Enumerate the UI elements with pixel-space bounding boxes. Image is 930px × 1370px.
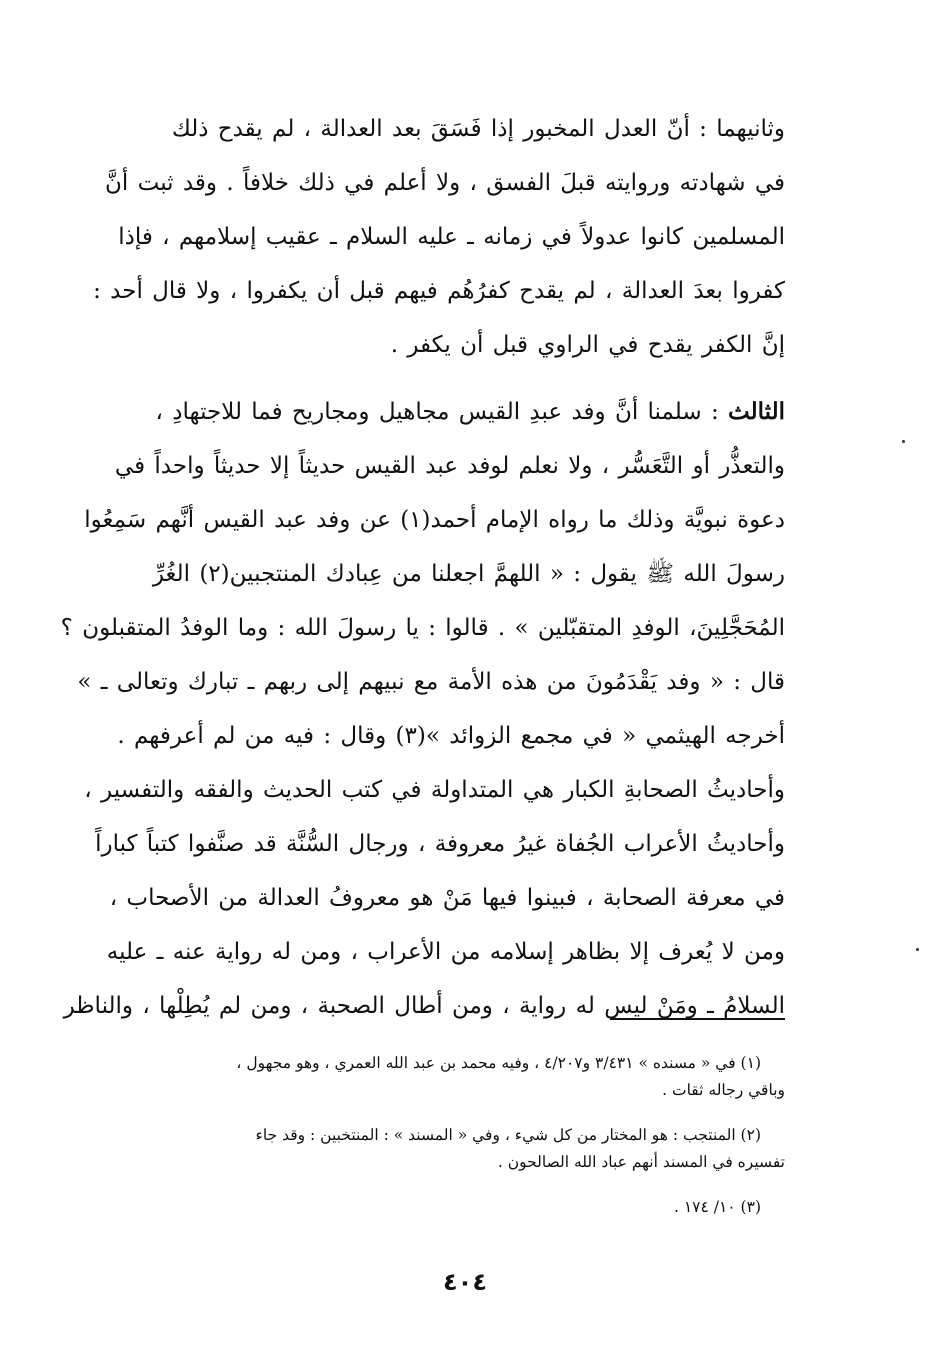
- scan-speck: [916, 948, 919, 951]
- footnote-separator: [610, 1018, 785, 1020]
- scan-speck: [902, 440, 905, 443]
- text-line: أخرجه الهيثمي « في مجمع الزوائد »(٣) وقال : فيه من لم أعرفهم .: [117, 723, 785, 749]
- footnote-line: تفسيره في المسند أنهم عباد الله الصالحون .: [497, 1153, 785, 1171]
- text-line: دعوة نبويَّة وذلك ما رواه الإمام أحمد(١) عن وفد عبد القيس أنَّهم سَمِعُوا: [84, 507, 785, 533]
- text-line: قال : « وفد يَقْدَمُونَ من هذه الأمة مع نبيهم إلى ربهم ـ تبارك وتعالى ـ »: [77, 669, 785, 695]
- section-lead-word: الثالث: [728, 398, 785, 425]
- footnote-line: وباقي رجاله ثقات .: [662, 1081, 785, 1099]
- text-line: رسولَ الله ﷺ يقول : « اللهمَّ اجعلنا من عِبادك المنتجبين(٢) الغُرِّ: [152, 561, 785, 587]
- text-line: كفروا بعدَ العدالة ، لم يقدح كفرُهُم فيهم قبل أن يكفروا ، ولا قال أحد :: [93, 278, 785, 304]
- text-line: وأحاديثُ الأعراب الجُفاة غيرُ معروفة ، ورجال السُّنَّة قد صنَّفوا كتباً كباراً: [95, 831, 785, 857]
- footnotes: [115, 1050, 785, 1239]
- text-line: إنَّ الكفر يقدح في الراوي قبل أن يكفر .: [390, 332, 785, 358]
- footnote-1: [115, 1050, 785, 1104]
- footnote-line: (١) في « مسنده » ٣/٤٣١ و٤/٢٠٧ ، وفيه محمد بن عبد الله العمري ، وهو مجهول ،: [236, 1054, 761, 1072]
- paragraph-1: [93, 102, 785, 372]
- footnote-line: (٢) المنتجب : هو المختار من كل شيء ، وفي « المسند » : المنتخبين : وقد جاء: [255, 1126, 761, 1144]
- text-line: في معرفة الصحابة ، فبينوا فيها مَنْ هو معروفُ العدالة من الأصحاب ،: [109, 885, 785, 911]
- text-line: في شهادته وروايته قبلَ الفسق ، ولا أعلم في ذلك خلافاً . وقد ثبت أنَّ: [105, 170, 785, 196]
- paragraph-2: [60, 385, 785, 1033]
- footnote-3: [115, 1194, 785, 1221]
- text-line: ومن لا يُعرف إلا بظاهر إسلامه من الأعراب ، ومن له رواية عنه ـ عليه: [106, 939, 785, 965]
- footnote-2: [115, 1122, 785, 1176]
- text-line: وثانيهما : أنّ العدل المخبور إذا فَسَقَ بعد العدالة ، لم يقدح ذلك: [171, 116, 785, 142]
- text-line: المسلمين كانوا عدولاً في زمانه ـ عليه السلام ـ عقيب إسلامهم ، فإذا: [118, 224, 785, 250]
- page-number: ٤٠٤: [443, 1268, 487, 1296]
- footnote-line: (٣) ١٠/ ١٧٤ .: [673, 1198, 761, 1216]
- text-line: السلامُ ـ ومَنْ ليس له رواية ، ومن أطال الصحبة ، ومن لم يُطِلْها ، والناظر: [63, 993, 785, 1019]
- text-line: المُحَجَّلِينَ، الوفدِ المتقبّلين » . قالوا : يا رسولَ الله : وما الوفدُ المتقبلون ؟: [60, 615, 785, 641]
- text-line: والتعذُّر أو التَّعَسُّر ، ولا نعلم لوفد عبد القيس حديثاً إلا حديثاً واحداً في: [114, 453, 785, 479]
- text-line-rest: : سلمنا أنَّ وفد عبدِ القيس مجاهيل ومجاريح فما للاجتهادِ ،: [155, 399, 729, 425]
- text-line-first: [115, 385, 785, 439]
- text-line: وأحاديثُ الصحابةِ الكبار هي المتداولة في كتب الحديث والفقه والتفسير ،: [84, 777, 785, 803]
